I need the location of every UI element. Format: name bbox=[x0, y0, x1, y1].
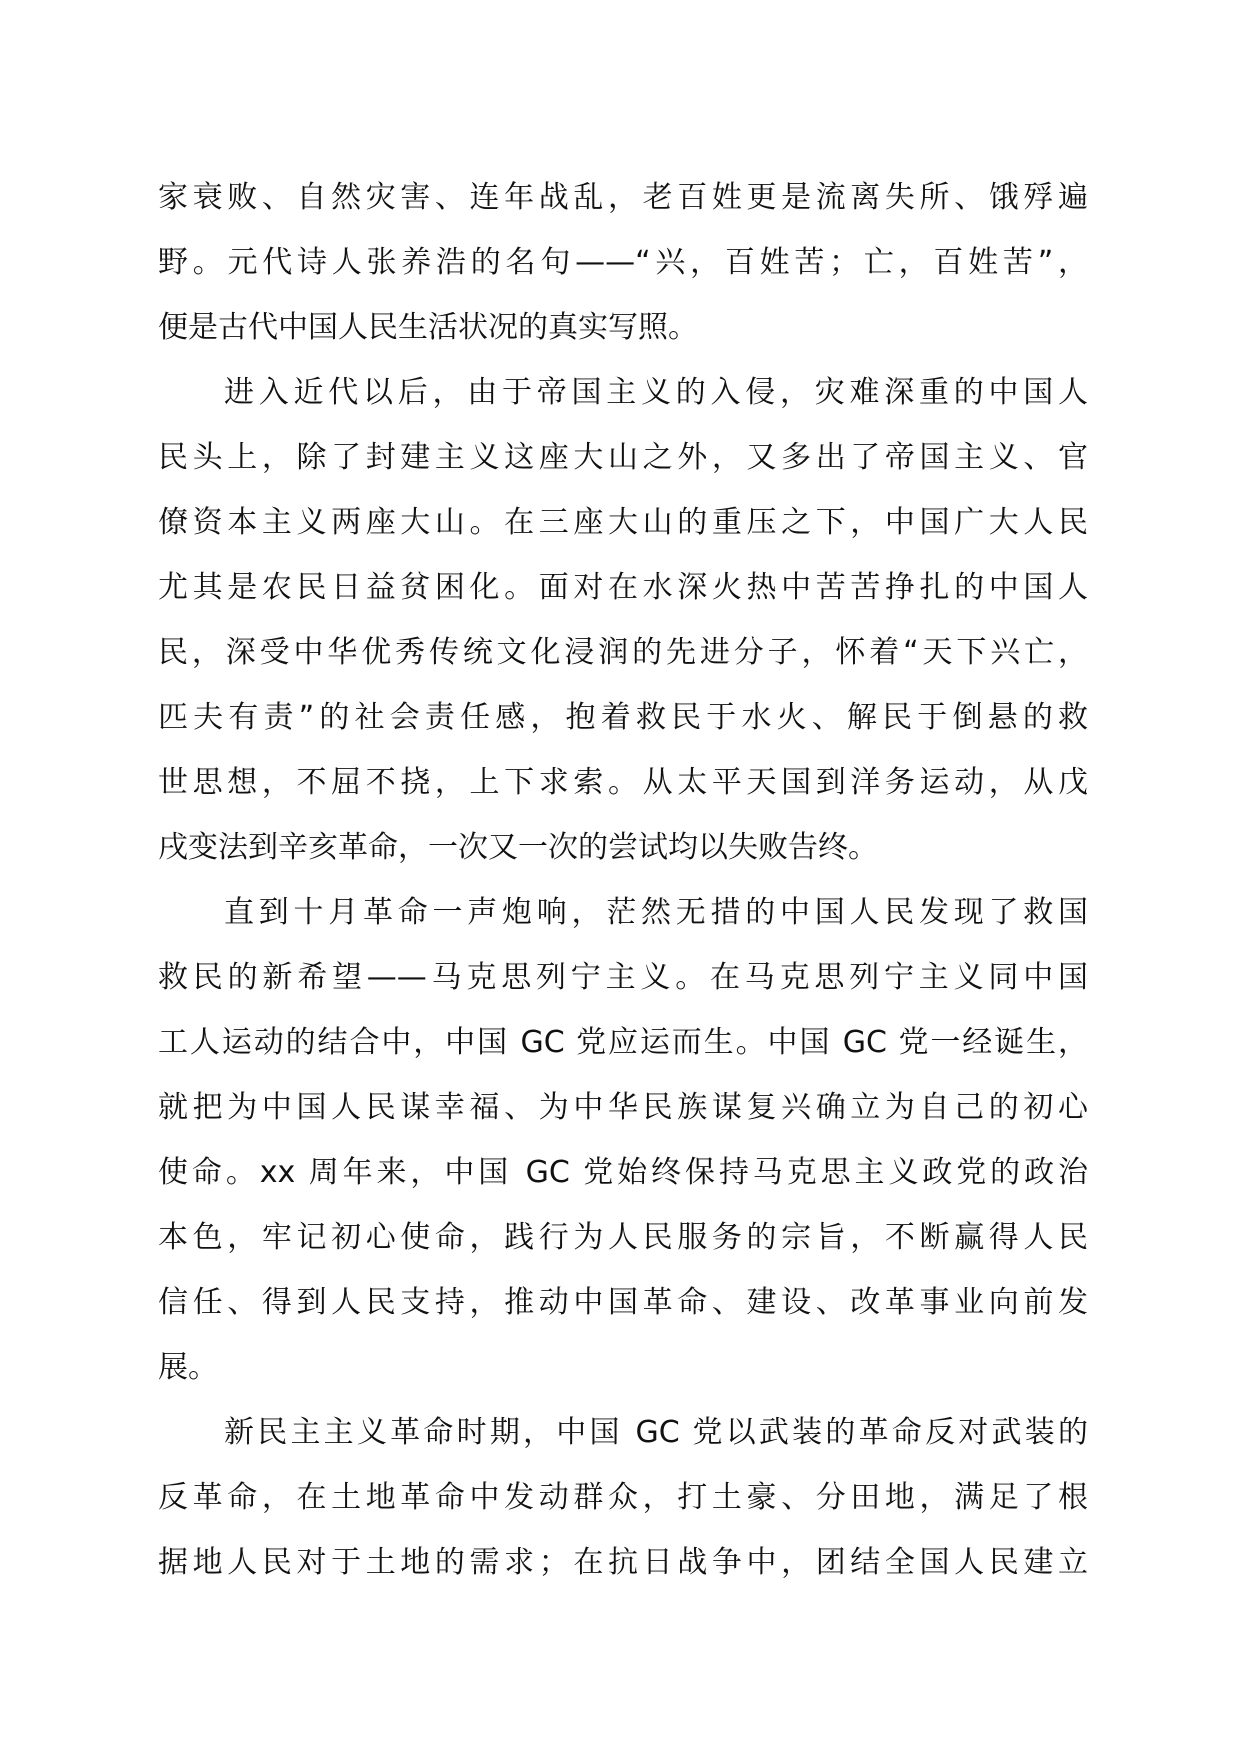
text-line-13: 救民的新希望——马克思列宁主义。在马克思列宁主义同中国 bbox=[158, 960, 1088, 995]
text-line-3: 便是古代中国人民生活状况的真实写照。 bbox=[158, 310, 698, 345]
text-line-9: 匹夫有责”的社会责任感，抱着救民于水火、解民于倒悬的救 bbox=[158, 700, 1088, 735]
text-line-2: 野。元代诗人张养浩的名句——“兴，百姓苦；亡，百姓苦”， bbox=[158, 245, 1088, 280]
text-line-12: 直到十月革命一声炮响，茫然无措的中国人民发现了救国 bbox=[224, 895, 1088, 930]
text-line-7: 尤其是农民日益贫困化。面对在水深火热中苦苦挣扎的中国人 bbox=[158, 570, 1088, 605]
text-line-16: 使命。xx 周年来，中国 GC 党始终保持马克思主义政党的政治 bbox=[158, 1155, 1088, 1190]
text-line-15: 就把为中国人民谋幸福、为中华民族谋复兴确立为自己的初心 bbox=[158, 1090, 1088, 1125]
text-line-18: 信任、得到人民支持，推动中国革命、建设、改革事业向前发 bbox=[158, 1285, 1088, 1320]
text-line-8: 民，深受中华优秀传统文化浸润的先进分子，怀着“天下兴亡， bbox=[158, 635, 1088, 670]
text-line-10: 世思想，不屈不挠，上下求索。从太平天国到洋务运动，从戊 bbox=[158, 765, 1088, 800]
text-line-1: 家衰败、自然灾害、连年战乱，老百姓更是流离失所、饿殍遍 bbox=[158, 180, 1088, 215]
text-line-11: 戌变法到辛亥革命，一次又一次的尝试均以失败告终。 bbox=[158, 830, 878, 865]
text-line-22: 据地人民对于土地的需求；在抗日战争中，团结全国人民建立 bbox=[158, 1545, 1088, 1580]
text-line-20: 新民主主义革命时期，中国 GC 党以武装的革命反对武装的 bbox=[224, 1415, 1088, 1450]
text-line-4: 进入近代以后，由于帝国主义的入侵，灾难深重的中国人 bbox=[224, 375, 1088, 410]
text-line-6: 僚资本主义两座大山。在三座大山的重压之下，中国广大人民 bbox=[158, 505, 1088, 540]
text-line-5: 民头上，除了封建主义这座大山之外，又多出了帝国主义、官 bbox=[158, 440, 1088, 475]
body-text bbox=[158, 165, 1088, 1595]
text-line-21: 反革命，在土地革命中发动群众，打土豪、分田地，满足了根 bbox=[158, 1480, 1088, 1515]
text-line-14: 工人运动的结合中，中国 GC 党应运而生。中国 GC 党一经诞生， bbox=[158, 1025, 1088, 1060]
text-line-17: 本色，牢记初心使命，践行为人民服务的宗旨，不断赢得人民 bbox=[158, 1220, 1088, 1255]
text-line-19: 展。 bbox=[158, 1350, 218, 1385]
